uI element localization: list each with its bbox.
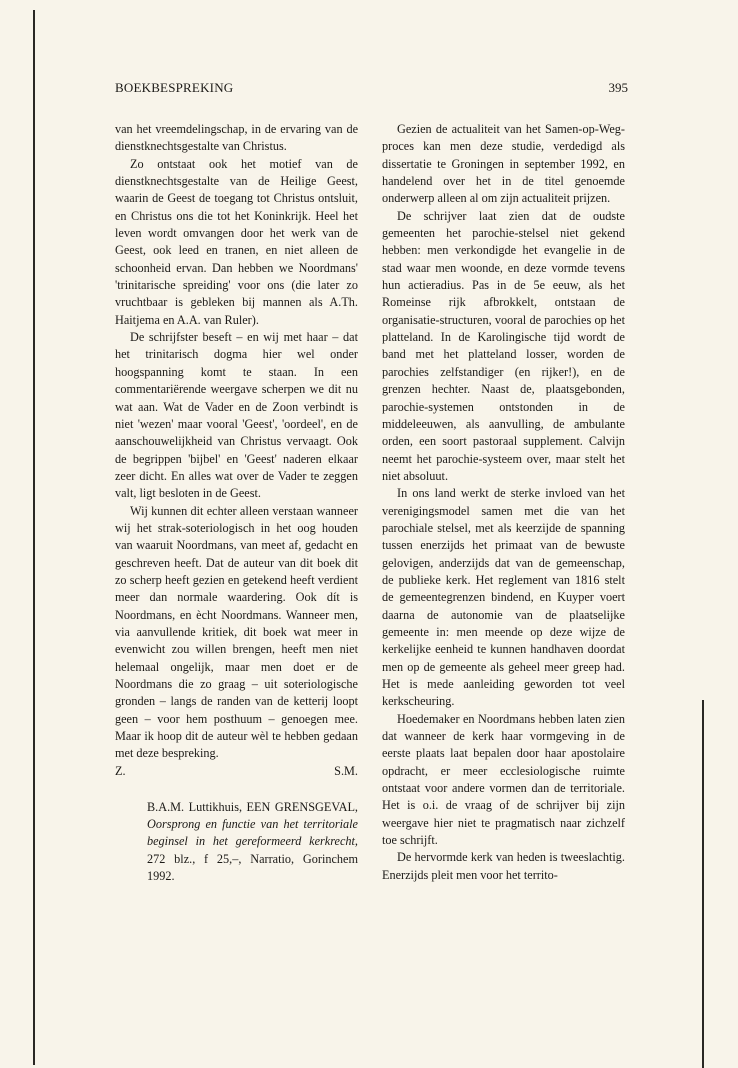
paragraph: In ons land werkt de sterke invloed van het verenigingsmodel samen met die van het parochiale stelsel, met als keerzijde de spanning tussen enerzijds het primaat van de bewuste gelovigen, anderzijds dat van de gemeenschap, de publieke kerk. Het reglement van 1816 stelt de gemeentegrenzen bindend, en Kuyper voert daarna de autonomie van de plaatselijke gemeente in: men meende op deze wijze de kerkelijke eenheid te kunnen handhaven doordat men op de gemeente als geheel meer greep had. Het is mede aanleiding geworden tot veel kerkscheuring. bbox=[382, 486, 625, 709]
signoff-place: Z. bbox=[115, 763, 126, 778]
paragraph: Wij kunnen dit echter alleen verstaan wanneer wij het strak-soteriologisch in het oog houden van waaruit Noordmans, van meet af, gedacht en geschreven heeft. Dat de auteur van dit boek dit zo scherp heeft gezien en getekend heeft verdient meer dan normale waardering. Ook dít is Noordmans, en ècht Noordmans. Wanneer men, via aanvullende kritiek, dit boek wat meer in evenwicht zou willen brengen, heeft men niet helemaal ongelijk, maar men doet er de Noordmans die zo graag – uit soteriologische gronden – langs de randen van de ketterij loopt geen – voor hem posthuum – genoegen mee. Maar ik hoop dit de auteur wèl te hebben gedaan met deze bespreking. bbox=[115, 503, 358, 761]
page-number: 395 bbox=[608, 80, 628, 95]
paragraph: De schrijver laat zien dat de oudste gemeenten het parochie-stelsel niet gekend hebben: men verkondigde het evangelie in de stad waar men woonde, en deze vormde tevens hun actieradius. Pas in de 5e eeuw, als het Romeinse rijk afbrokkelt, ontstaan de organisatie-structuren, vooral de parochies op het platteland. In de Karolingische tijd wordt de band met het platteland losser, worden de parochies zelfstandiger (en rijker!), en de grenzen hechter. Naast de, plaatsgebonden, parochie-systemen ontstonden in de middeleeuwen, als aanvulling, de ambulante orden, een soort pastoraal supplement. Calvijn neemt het parochie-systeem over, maar stelt het niet absoluut. bbox=[382, 208, 625, 483]
paragraph: van het vreemdelingschap, in de ervaring van de dienstknechtsgestalte van Christus. bbox=[115, 122, 358, 154]
book-details: 272 blz., f 25,–, Narratio, Gorinchem 1992. bbox=[147, 851, 358, 883]
scan-edge-right bbox=[702, 700, 704, 1068]
paragraph: Hoedemaker en Noordmans hebben laten zien dat wanneer de kerk haar vormgeving in de eerste plaats laat bepalen door haar apostolaire opdracht, er meer ecclesiologische ruimte ontstaat voor andere vormen dan de territoriale. Het is o.i. de vraag of de schrijver bij zijn weergave hier niet te pragmatisch naar zichzelf toe schrijft. bbox=[382, 711, 625, 848]
left-text-column bbox=[115, 121, 358, 885]
running-header-title: BOEKBESPREKING bbox=[115, 80, 234, 95]
review-signoff bbox=[115, 763, 358, 780]
signoff-initials: S.M. bbox=[334, 763, 358, 778]
scan-edge-left bbox=[33, 10, 35, 1065]
paragraph: Gezien de actualiteit van het Samen-op-Weg-proces kan men deze studie, verdedigd als dissertatie te Groningen in september 1992, en handelend over het in de titel genoemde onderwerp alleen al om zijn actualiteit prijzen. bbox=[382, 122, 625, 206]
paragraph: De schrijfster beseft – en wij met haar – dat het trinitarisch dogma hier wel onder hoogspanning komt te staan. In een commentariërende weergave scherpen we dit nu wat aan. Wat de Vader en de Zoon verbindt is niet 'wezen' maar vooral 'Geest', 'oordeel', en de aanschouwelijkheid van Christus vervaagt. Ook de begrippen 'bijbel' en 'Geest' naderen elkaar zeer dicht. En alles wat over de Vader te zeggen valt, ligt besloten in de Geest. bbox=[115, 330, 358, 501]
paragraph: De hervormde kerk van heden is tweeslachtig. Enerzijds pleit men voor het territo- bbox=[382, 850, 625, 882]
right-text-column bbox=[382, 121, 625, 884]
book-author: B.A.M. Luttikhuis, EEN GRENSGEVAL, bbox=[147, 800, 358, 815]
paragraph: Zo ontstaat ook het motief van de dienstknechtsgestalte van de Heilige Geest, waarin de Geest de toegang tot Christus ontsluit, en Christus ons die tot het Koninkrijk. Heel het leven wordt omvangen door het werk van de Geest, ook leed en tranen, en niet alleen de schoonheid ervan. Dan hebben we Noordmans' 'trinitarische spreiding' voor ons (die later zo vruchtbaar is gebleken bij mannen als A.Th. Haitjema en A.A. van Ruler). bbox=[115, 156, 358, 327]
book-title: Oorsprong en functie van het territoriale beginsel in het gereformeerd kerkrecht, bbox=[147, 817, 358, 849]
book-entry bbox=[147, 799, 358, 885]
